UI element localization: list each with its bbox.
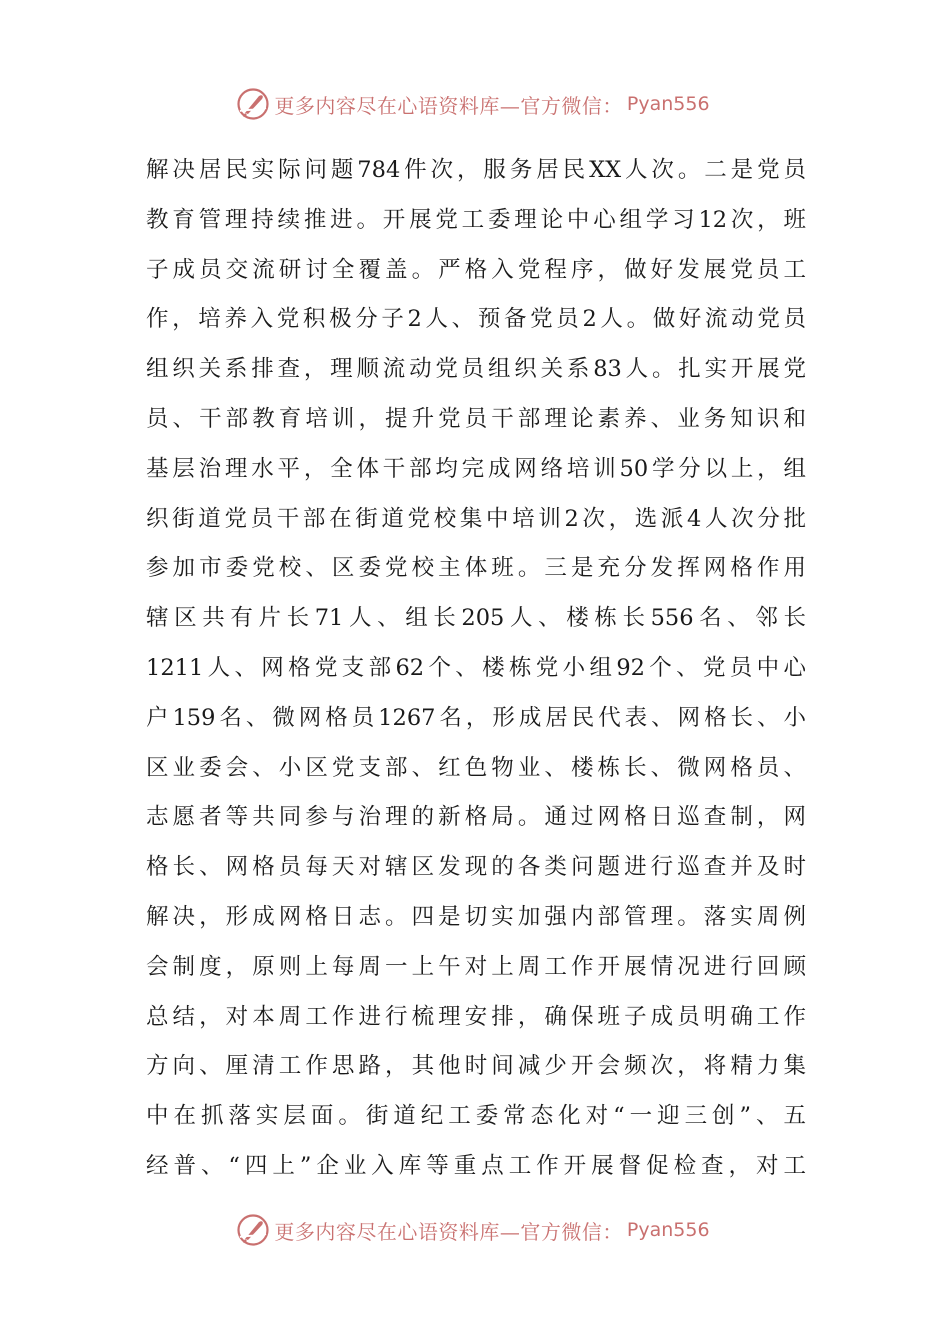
body-line-8: 织街道党员干部在街道党校集中培训2次，选派4人次分批 [146, 505, 806, 532]
body-line-6: 员、干部教育培训，提升党员干部理论素养、业务知识和 [146, 405, 806, 432]
footer-banner-content [236, 1213, 709, 1247]
header-banner-text: 更多内容尽在心语资料库—官方微信： [274, 93, 623, 118]
body-line-2: 教育管理持续推进。开展党工委理论中心组学习12次，班 [146, 206, 806, 233]
body-line-13: 区业委会、小区党支部、红色物业、楼栋长、微网格员、 [146, 754, 806, 781]
body-line-7: 基层治理水平，全体干部均完成网络培训50学分以上，组 [146, 455, 806, 482]
body-line-11: 1211人、网格党支部62个、楼栋党小组92个、党员中心 [146, 654, 806, 681]
body-line-17: 会制度，原则上每周一上午对上周工作开展情况进行回顾 [146, 953, 806, 980]
body-line-14: 志愿者等共同参与治理的新格局。通过网格日巡查制，网 [146, 804, 806, 831]
header-banner-content [236, 87, 709, 121]
footer-banner-text: 更多内容尽在心语资料库—官方微信： [274, 1219, 623, 1244]
quill-pen-logo-icon [236, 87, 270, 121]
body-line-9: 参加市委党校、区委党校主体班。三是充分发挥网格作用 [146, 555, 806, 582]
body-line-20: 中在抓落实层面。街道纪工委常态化对“一迎三创”、五 [146, 1103, 806, 1130]
body-line-5: 组织关系排查，理顺流动党员组织关系83人。扎实开展党 [146, 356, 806, 383]
body-line-15: 格长、网格员每天对辖区发现的各类问题进行巡查并及时 [146, 854, 806, 881]
body-line-10: 辖区共有片长71人、组长205人、楼栋长556名、邻长 [146, 605, 806, 632]
quill-pen-logo-icon [236, 1213, 270, 1247]
document-body [146, 146, 806, 1192]
body-line-19: 方向、厘清工作思路，其他时间减少开会频次，将精力集 [146, 1053, 806, 1080]
footer-banner [0, 1210, 950, 1250]
body-line-18: 总结，对本周工作进行梳理安排，确保班子成员明确工作 [146, 1003, 806, 1030]
body-line-4: 作，培养入党积极分子2人、预备党员2人。做好流动党员 [146, 306, 806, 333]
body-line-1: 解决居民实际问题784件次，服务居民XX人次。二是党员 [146, 157, 806, 183]
body-line-16: 解决，形成网格日志。四是切实加强内部管理。落实周例 [146, 903, 806, 930]
footer-wechat-id: Pyan556 [626, 1219, 710, 1241]
header-wechat-id: Pyan556 [626, 93, 710, 115]
body-line-3: 子成员交流研讨全覆盖。严格入党程序，做好发展党员工 [146, 256, 806, 283]
body-line-21: 经普、“四上”企业入库等重点工作开展督促检查，对工 [146, 1152, 806, 1179]
body-line-12: 户159名、微网格员1267名，形成居民代表、网格长、小 [146, 704, 806, 731]
header-banner [0, 84, 950, 124]
